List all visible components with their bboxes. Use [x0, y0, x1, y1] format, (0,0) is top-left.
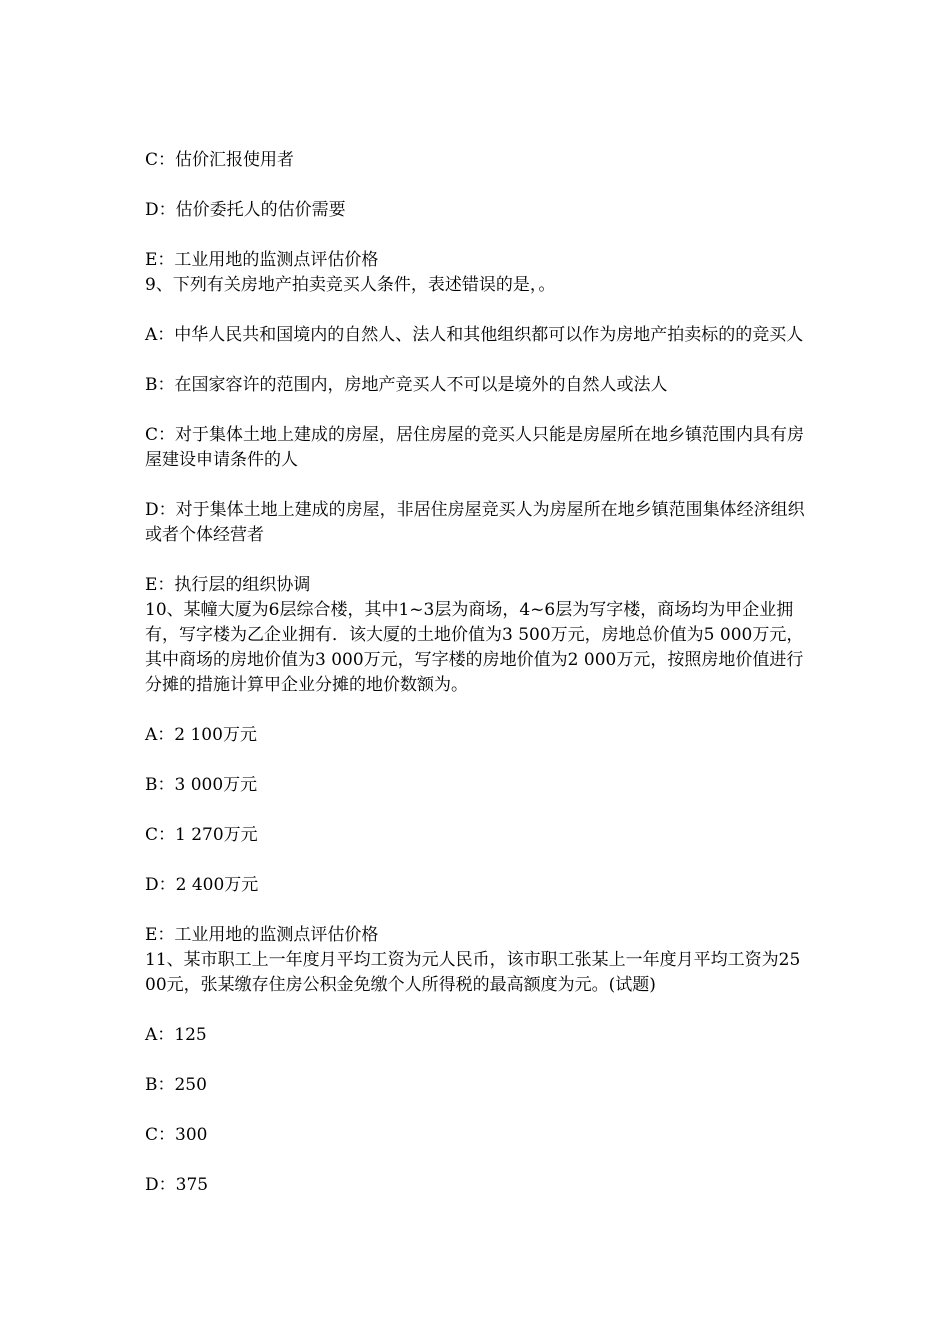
- question-10-option-d: D：2 400万元: [145, 875, 259, 895]
- question-9-option-a: A：中华人民共和国境内的自然人、法人和其他组织都可以作为房地产拍卖标的的竞买人: [145, 325, 804, 345]
- question-10: 10、某幢大厦为6层综合楼，其中1~3层为商场，4~6层为写字楼，商场均为甲企业拥有，写字楼为乙企业拥有．该大厦的土地价值为3 500万元，房地总价值为5 000万元，其中商场的房地价值为3 000万元，写字楼的房地价值为2 000万元，按照房地价值进行分摊的措施计算甲企业分摊的地价数额为。: [145, 600, 804, 695]
- option-e-text: E：工业用地的监测点评估价格: [145, 250, 379, 270]
- question-11-option-d: D：375: [145, 1175, 209, 1195]
- question-9-option-b: B：在国家容许的范围内，房地产竞买人不可以是境外的自然人或法人: [145, 375, 668, 395]
- question-11: 11、某市职工上一年度月平均工资为元人民币，该市职工张某上一年度月平均工资为2500元，张某缴存住房公积金免缴个人所得税的最高额度为元。(试题): [145, 950, 801, 995]
- option-d-text: D：估价委托人的估价需要: [145, 200, 346, 220]
- question-11-option-a: A：125: [145, 1025, 207, 1045]
- question-10-option-e: E：工业用地的监测点评估价格: [145, 925, 379, 945]
- question-9-option-d: D：对于集体土地上建成的房屋，非居住房屋竞买人为房屋所在地乡镇范围集体经济组织或者个体经营者: [145, 500, 805, 545]
- question-10-option-b: B：3 000万元: [145, 775, 258, 795]
- question-10-option-c: C：1 270万元: [145, 825, 258, 845]
- option-c-text: C：估价汇报使用者: [145, 150, 295, 170]
- document-page: [145, 148, 807, 1198]
- question-11-option-c: C：300: [145, 1125, 208, 1145]
- question-9-option-c: C：对于集体土地上建成的房屋，居住房屋的竞买人只能是房屋所在地乡镇范围内具有房屋建设申请条件的人: [145, 425, 805, 470]
- question-11-option-b: B：250: [145, 1075, 207, 1095]
- question-9-option-e: E：执行层的组织协调: [145, 575, 311, 595]
- question-9: 9、下列有关房地产拍卖竞买人条件，表述错误的是，。: [145, 275, 556, 295]
- question-10-option-a: A：2 100万元: [145, 725, 257, 745]
